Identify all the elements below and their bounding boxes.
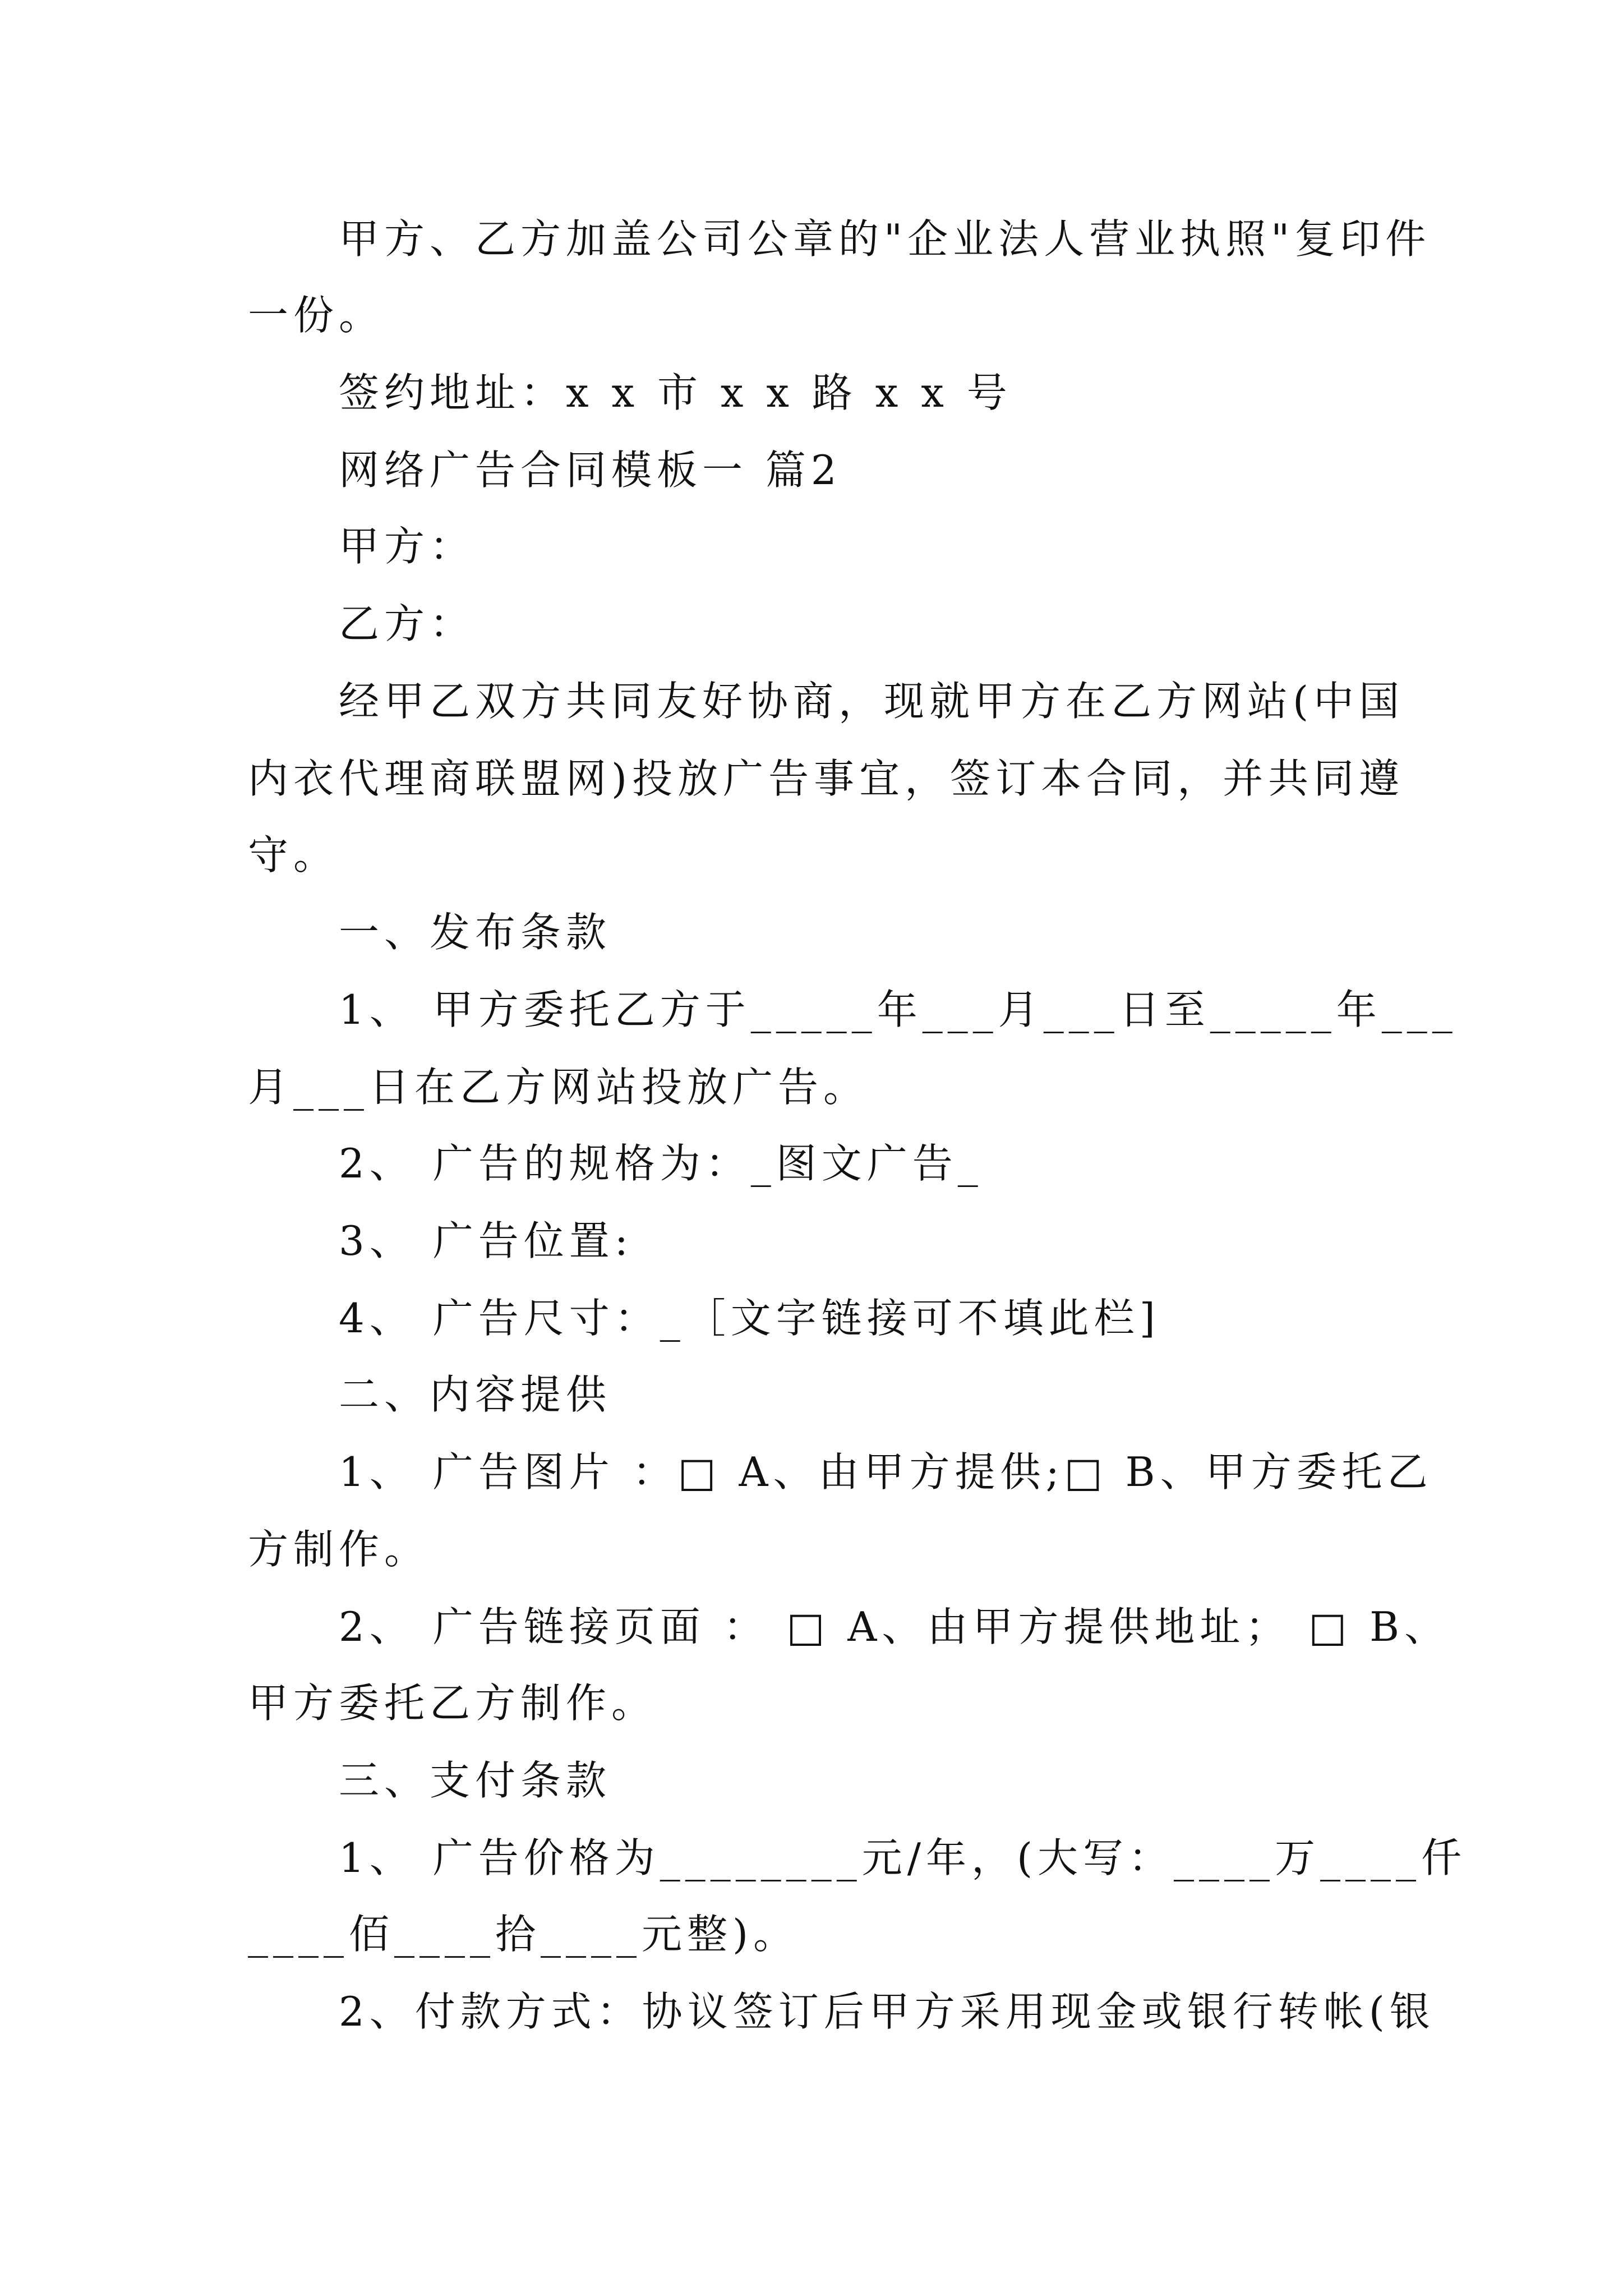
text-line: 2、付款方式：协议签订后甲方采用现金或银行转帐(银 bbox=[339, 1988, 1435, 2035]
text-line: 1、 甲方委托乙方于_____年___月___日至_____年___ bbox=[339, 986, 1458, 1033]
section-heading: 一、发布条款 bbox=[339, 909, 612, 956]
text-line: 3、 广告位置: bbox=[339, 1217, 633, 1264]
text-line: 甲方委托乙方制作。 bbox=[248, 1680, 657, 1727]
text-line: 内衣代理商联盟网)投放广告事宜，签订本合同，并共同遵 bbox=[248, 755, 1405, 802]
text-line: 签约地址：x x 市 x x 路 x x 号 bbox=[339, 369, 1012, 416]
text-line: 甲方： bbox=[339, 523, 476, 570]
text-line: ____佰____拾____元整)。 bbox=[248, 1911, 799, 1958]
text-line: 1、 广告图片 ：□ A、由甲方提供;□ B、甲方委托乙 bbox=[339, 1448, 1433, 1496]
text-line: 经甲乙双方共同友好协商，现就甲方在乙方网站(中国 bbox=[339, 678, 1405, 725]
text-line: 4、 广告尺寸：_［文字链接可不填此栏] bbox=[339, 1295, 1160, 1342]
text-line: 乙方： bbox=[339, 600, 476, 647]
text-line: 守。 bbox=[248, 831, 339, 878]
text-line: 甲方、乙方加盖公司公章的"企业法人营业执照"复印件 bbox=[339, 215, 1431, 263]
section-heading: 三、支付条款 bbox=[339, 1757, 612, 1804]
section-heading: 二、内容提供 bbox=[339, 1371, 612, 1418]
text-line: 一份。 bbox=[248, 292, 385, 339]
text-line: 月___日在乙方网站投放广告。 bbox=[248, 1064, 869, 1111]
text-line: 方制作。 bbox=[248, 1526, 430, 1573]
text-line: 2、 广告链接页面 ： □ A、由甲方提供地址； □ B、 bbox=[339, 1603, 1450, 1650]
text-line: 2、 广告的规格为：_图文广告_ bbox=[339, 1140, 983, 1187]
section-heading: 网络广告合同模板一 篇2 bbox=[339, 447, 842, 494]
text-line: 1、 广告价格为________元/年，(大写：____万____仟 bbox=[339, 1834, 1467, 1881]
